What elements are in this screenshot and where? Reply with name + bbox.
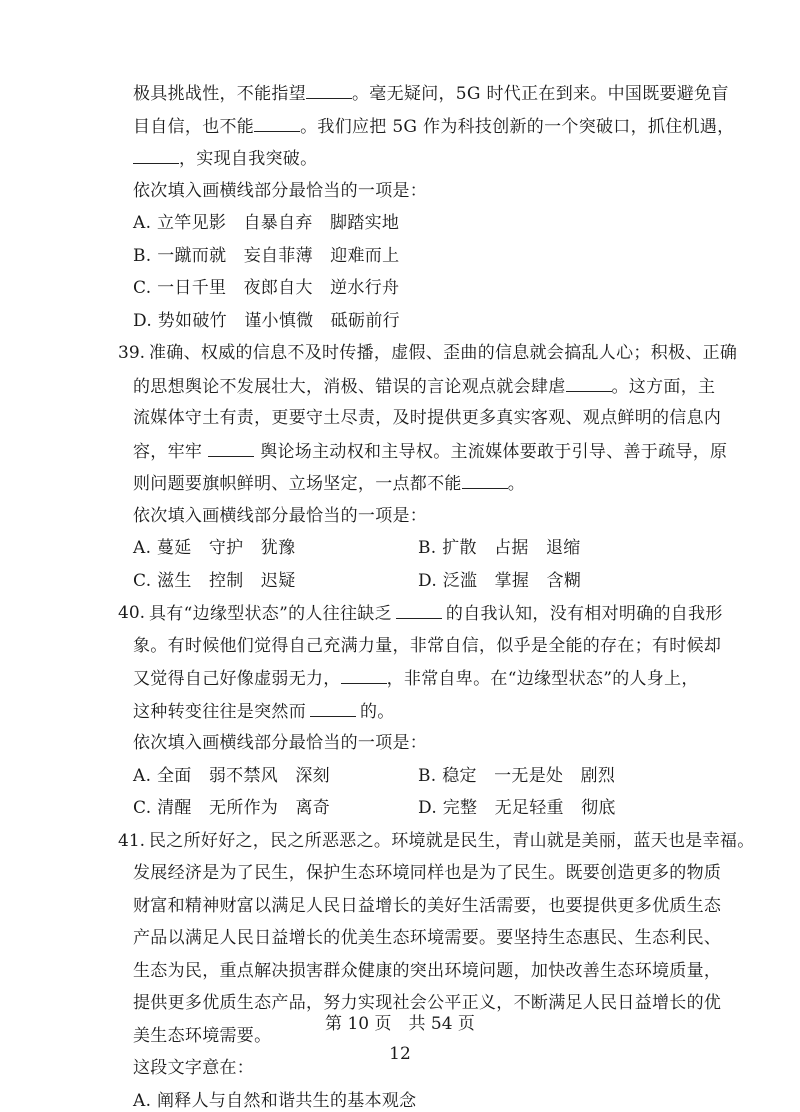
- answer-blank: [254, 115, 300, 132]
- answer-blank: [566, 375, 612, 392]
- q40-text: ，非常自卑。在“边缘型状态”的人身上，: [386, 669, 699, 689]
- q41-line-3: 财富和精神财富以满足人民日益增长的美好生活需要，也要提供更多优质生态: [133, 896, 722, 916]
- answer-blank: [208, 440, 254, 457]
- q39-option-c: C. 滋生 控制 迟疑: [133, 571, 296, 591]
- q38-option-c: C. 一日千里 夜郎自大 逆水行舟: [133, 278, 400, 298]
- q41-prompt: 这段文字意在：: [133, 1058, 255, 1078]
- q38-option-b: B. 一蹴而就 妄自菲薄 迎难而上: [133, 246, 400, 266]
- q39-option-b: B. 扩散 占据 退缩: [418, 538, 581, 558]
- q39-text: 。这方面，主: [611, 377, 716, 397]
- q41-line-1: 民之所好好之，民之所恶恶之。环境就是民生，青山就是美丽，蓝天也是幸福。: [149, 831, 755, 851]
- q40-prompt: 依次填入画横线部分最恰当的一项是：: [133, 733, 428, 753]
- answer-blank: [310, 700, 356, 717]
- q39-prompt: 依次填入画横线部分最恰当的一项是：: [133, 506, 428, 526]
- q41-line-2: 发展经济是为了民生，保护生态环境同样也是为了民生。既要创造更多的物质: [133, 863, 722, 883]
- q39-text: 舆论场主动权和主导权。主流媒体要敢于引导、善于疏导，原: [260, 442, 728, 462]
- q39-line-3: 流媒体守土有责，更要守土尽责，及时提供更多真实客观、观点鲜明的信息内: [133, 408, 722, 428]
- answer-blank: [133, 147, 179, 164]
- q40-line-3: [133, 667, 699, 690]
- q40-line-4: [133, 700, 395, 723]
- answer-blank: [462, 472, 508, 489]
- q40-text: 的自我认知，没有相对明确的自我形: [445, 604, 723, 624]
- footer-page-info: 第 10 页 共 54 页: [325, 1014, 475, 1034]
- q38-line-3: [133, 147, 317, 170]
- q38-text: 目自信，也不能: [133, 117, 255, 137]
- q41-line-4: 产品以满足人民日益增长的优美生态环境需要。要坚持生态惠民、生态利民、: [133, 928, 722, 948]
- q41-line-6: 提供更多优质生态产品，努力实现社会公平正义，不断满足人民日益增长的优: [133, 993, 722, 1013]
- footer-page-number: 12: [389, 1044, 411, 1064]
- q39-number: 39.: [118, 343, 146, 363]
- q40-option-d: D. 完整 无足轻重 彻底: [418, 798, 616, 818]
- q39-text: 容，牢牢: [133, 442, 203, 462]
- q40-text: 这种转变往往是突然而: [133, 702, 306, 722]
- q38-prompt: 依次填入画横线部分最恰当的一项是：: [133, 181, 428, 201]
- answer-blank: [341, 667, 387, 684]
- q38-text: 。毫无疑问，5G 时代正在到来。中国既要避免盲: [352, 84, 729, 104]
- q40-option-a: A. 全面 弱不禁风 深刻: [133, 766, 330, 786]
- q41-option-a: A. 阐释人与自然和谐共生的基本观念: [133, 1091, 417, 1111]
- q39-option-d: D. 泛滥 掌握 含糊: [418, 571, 582, 591]
- q40-text: 具有“边缘型状态”的人往往缺乏: [149, 604, 392, 624]
- q39-text: 。: [507, 474, 526, 494]
- q40-text: 的。: [360, 702, 395, 722]
- q40-line-1: [149, 602, 723, 625]
- q40-line-2: 象。有时候他们觉得自己充满力量，非常自信，似乎是全能的存在；有时候却: [133, 636, 722, 656]
- q38-option-a: A. 立竿见影 自暴自弃 脚踏实地: [133, 213, 400, 233]
- q40-option-c: C. 清醒 无所作为 离奇: [133, 798, 331, 818]
- q40-text: 又觉得自己好像虚弱无力，: [133, 669, 341, 689]
- q39-option-a: A. 蔓延 守护 犹豫: [133, 538, 296, 558]
- q38-text: ，实现自我突破。: [179, 149, 318, 169]
- q38-text: 极具挑战性，不能指望: [133, 84, 306, 104]
- q38-text: 。我们应把 5G 作为科技创新的一个突破口，抓住机遇，: [300, 117, 735, 137]
- answer-blank: [306, 82, 352, 99]
- answer-blank: [396, 602, 442, 619]
- q39-text: 则问题要旗帜鲜明、立场坚定，一点都不能: [133, 474, 462, 494]
- q40-number: 40.: [118, 603, 146, 623]
- q38-line-1: [133, 82, 729, 105]
- q39-line-1: 准确、权威的信息不及时传播，虚假、歪曲的信息就会搞乱人心；积极、正确: [149, 343, 738, 363]
- q41-line-7: 美生态环境需要。: [133, 1026, 272, 1046]
- q38-line-2: [133, 115, 734, 138]
- q41-number: 41.: [118, 831, 146, 851]
- q41-line-5: 生态为民，重点解决损害群众健康的突出环境问题，加快改善生态环境质量，: [133, 961, 722, 981]
- q39-text: 的思想舆论不发展壮大，消极、错误的言论观点就会肆虐: [133, 377, 566, 397]
- q39-line-2: [133, 375, 715, 398]
- q38-option-d: D. 势如破竹 谨小慎微 砥砺前行: [133, 311, 400, 331]
- q39-line-5: [133, 472, 525, 495]
- q40-option-b: B. 稳定 一无是处 剧烈: [418, 766, 616, 786]
- q39-line-4: [133, 440, 727, 463]
